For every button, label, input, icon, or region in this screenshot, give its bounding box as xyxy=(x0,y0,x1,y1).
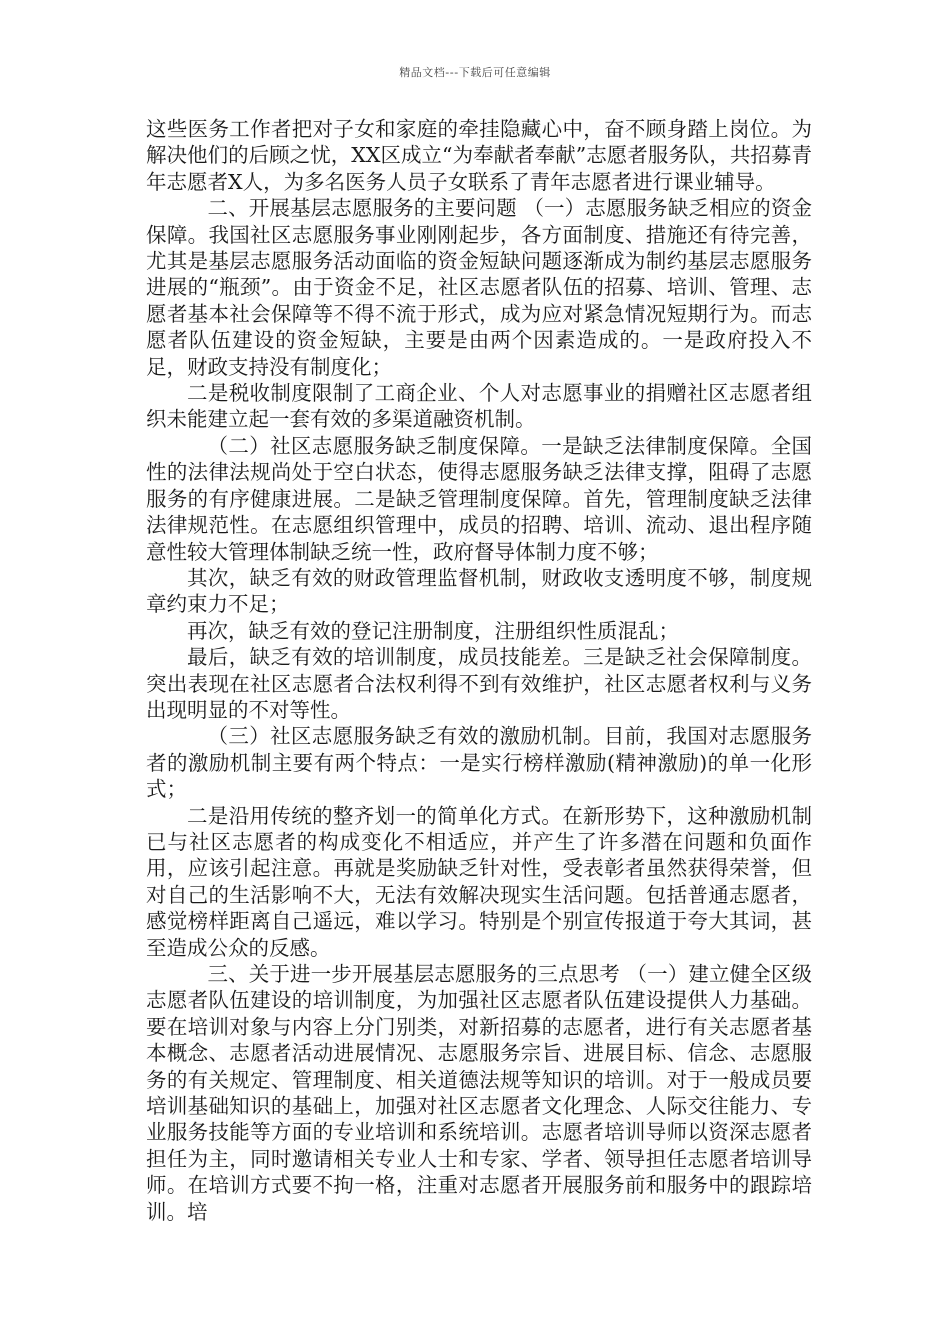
paragraph: （二）社区志愿服务缺乏制度保障。一是缺乏法律制度保障。全国性的法律法规尚处于空白状态，使得志愿服务缺乏法律支撑，阻碍了志愿服务的有序健康进展。二是缺乏管理制度保障。首先，管理制度缺乏法律法律规范性。在志愿组织管理中，成员的招聘、培训、流动、退出程序随意性较大管理体制缺乏统一性，政府督导体制力度不够； xyxy=(146,433,812,564)
paragraph: 二是沿用传统的整齐划一的简单化方式。在新形势下，这种激励机制已与社区志愿者的构成变化不相适应，并产生了许多潜在问题和负面作用，应该引起注意。再就是奖励缺乏针对性，受表彰者虽然获得荣誉，但对自己的生活影响不大，无法有效解决现实生活问题。包括普通志愿者，感觉榜样距离自己遥远，难以学习。特别是个别宣传报道于夸大其词，甚至造成公众的反感。 xyxy=(146,803,812,960)
paragraph: （三）社区志愿服务缺乏有效的激励机制。目前，我国对志愿服务者的激励机制主要有两个特点：一是实行榜样激励(精神激励)的单一化形式； xyxy=(146,724,812,802)
paragraph: 这些医务工作者把对子女和家庭的牵挂隐藏心中，奋不顾身踏上岗位。为解决他们的后顾之忧，XX区成立“为奉献者奉献”志愿者服务队，共招募青年志愿者X人，为多名医务人员子女联系了青年志愿者进行课业辅导。 xyxy=(146,117,812,194)
paragraph: 三、关于进一步开展基层志愿服务的三点思考 （一）建立健全区级志愿者队伍建设的培训制度，为加强社区志愿者队伍建设提供人力基础。要在培训对象与内容上分门别类，对新招募的志愿者，进行有关志愿者基本概念、志愿者活动进展情况、志愿服务宗旨、进展目标、信念、志愿服务的有关规定、管理制度、相关道德法规等知识的培训。对于一般成员要培训基础知识的基础上，加强对社区志愿者文化理念、人际交往能力、专业服务技能等方面的专业培训和系统培训。志愿者培训导师以资深志愿者担任为主，同时邀请相关专业人士和专家、学者、领导担任志愿者培训导师。在培训方式要不拘一格，注重对志愿者开展服务前和服务中的跟踪培训。培 xyxy=(146,962,812,1224)
paragraph: 最后，缺乏有效的培训制度，成员技能差。三是缺乏社会保障制度。突出表现在社区志愿者合法权利得不到有效维护，社区志愿者权利与义务出现明显的不对等性。 xyxy=(146,645,812,722)
page-header: 精品文档---下载后可任意编辑 xyxy=(399,66,551,79)
paragraph: 其次，缺乏有效的财政管理监督机制，财政收支透明度不够，制度规章约束力不足； xyxy=(146,565,812,617)
document-body xyxy=(146,116,812,1225)
paragraph: 再次，缺乏有效的登记注册制度，注册组织性质混乱； xyxy=(187,618,679,643)
paragraph: 二、开展基层志愿服务的主要问题 （一）志愿服务缺乏相应的资金保障。我国社区志愿服务事业刚刚起步，各方面制度、措施还有待完善，尤其是基层志愿服务活动面临的资金短缺问题逐渐成为制约基层志愿服务进展的“瓶颈”。由于资金不足，社区志愿者队伍的招募、培训、管理、志愿者基本社会保障等不得不流于形式，成为应对紧急情况短期行为。而志愿者队伍建设的资金短缺，主要是由两个因素造成的。一是政府投入不足，财政支持没有制度化； xyxy=(146,196,812,379)
paragraph: 二是税收制度限制了工商企业、个人对志愿事业的捐赠社区志愿者组织未能建立起一套有效的多渠道融资机制。 xyxy=(146,381,812,432)
